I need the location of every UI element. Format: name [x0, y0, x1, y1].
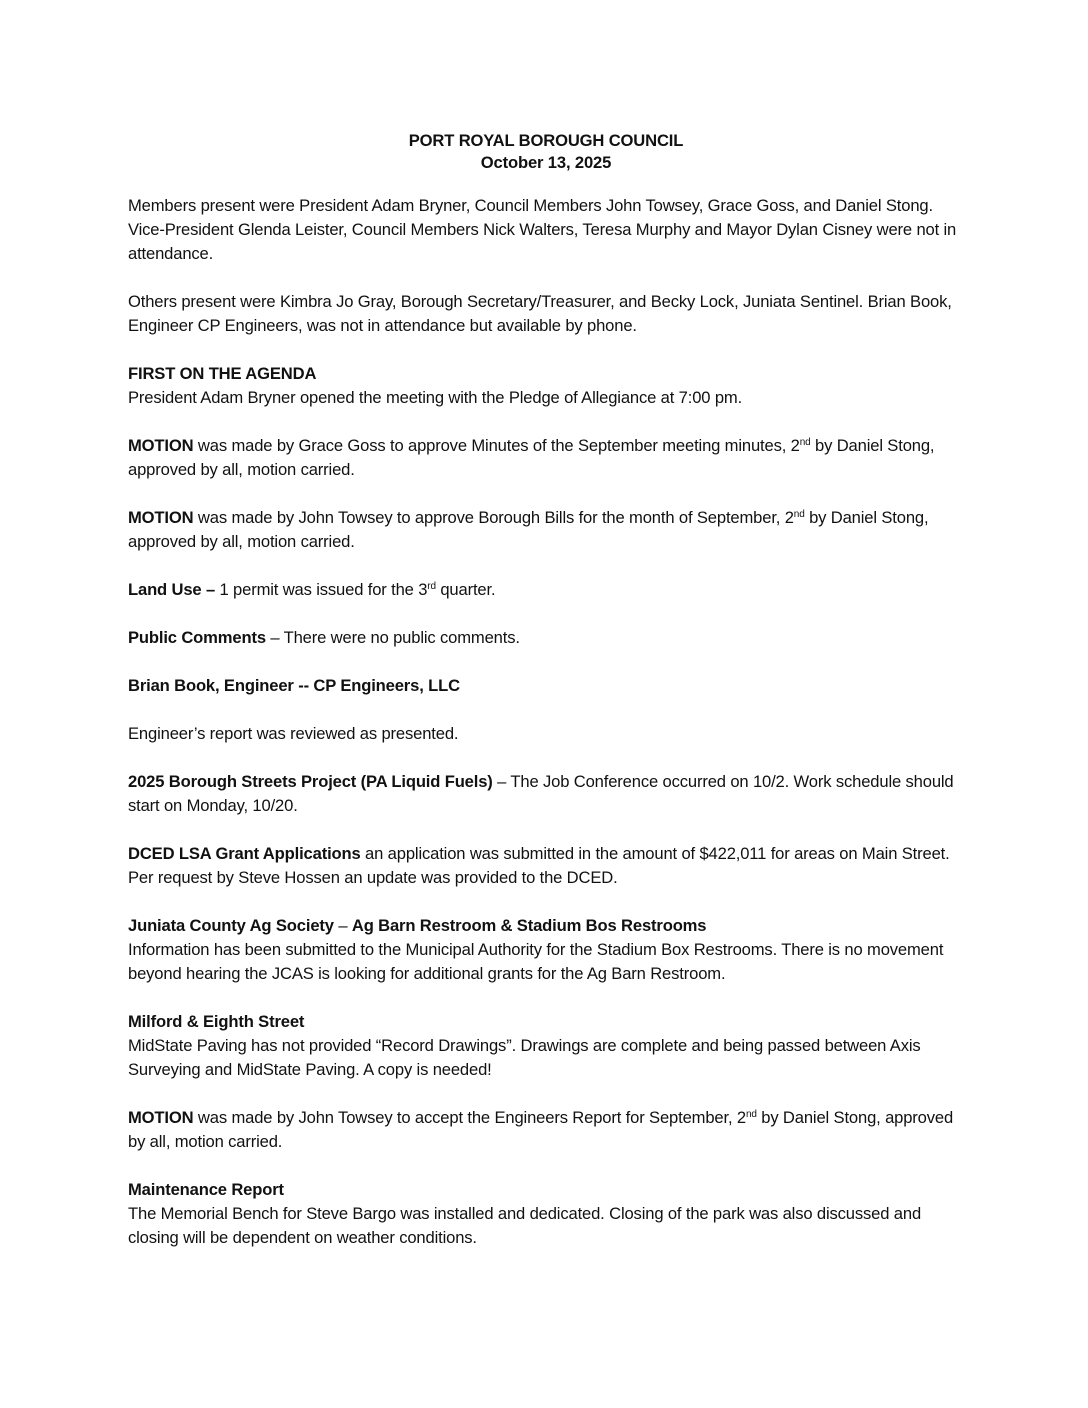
first-agenda-heading: FIRST ON THE AGENDA — [128, 364, 317, 383]
land-use-text: 1 permit was issued for the 3 — [215, 580, 428, 599]
motion-text: by Daniel Stong, approved by all, motion carried. — [128, 436, 935, 479]
ag-society-section — [128, 914, 964, 986]
motion-text: by Daniel Stong, approved by all, motion carried. — [128, 1108, 954, 1151]
ag-society-heading — [128, 914, 964, 938]
others-present-paragraph: Others present were Kimbra Jo Gray, Borough Secretary/Treasurer, and Becky Lock, Juniata Sentinel. Brian Book, Engineer CP Engineers, was not in attendance but available by phone. — [128, 292, 952, 335]
dced-grant-paragraph — [128, 842, 964, 890]
streets-project-label: 2025 Borough Streets Project (PA Liquid Fuels) — [128, 772, 493, 791]
ordinal-suffix: nd — [793, 509, 805, 520]
dced-grant-label: DCED LSA Grant Applications — [128, 844, 361, 863]
engineer-heading: Brian Book, Engineer -- CP Engineers, LLC — [128, 676, 460, 695]
milford-text: MidState Paving has not provided “Record Drawings”. Drawings are complete and being passed between Axis Surveying and MidState Paving. A copy is needed! — [128, 1036, 921, 1079]
ordinal-suffix: rd — [427, 581, 436, 592]
motion-text: was made by Grace Goss to approve Minutes of the September meeting minutes, 2 — [193, 436, 800, 455]
milford-section — [128, 1010, 964, 1082]
engineer-heading-paragraph — [128, 674, 964, 698]
ag-barn-label: Ag Barn Restroom & Stadium Bos Restrooms — [351, 916, 707, 935]
engineer-report-paragraph: Engineer’s report was reviewed as presented. — [128, 724, 459, 743]
motion-text: was made by John Towsey to accept the Engineers Report for September, 2 — [193, 1108, 746, 1127]
motion-bills-paragraph — [128, 506, 964, 554]
maintenance-section — [128, 1178, 964, 1250]
minutes-body — [128, 130, 964, 1250]
dced-grant-text: an application was submitted in the amount of $422,011 for areas on Main Street. Per request by Steve Hossen an update was provided to the DCED. — [128, 844, 950, 887]
public-comments-label: Public Comments — [128, 628, 266, 647]
motion-engineers-report-paragraph — [128, 1106, 964, 1154]
milford-heading: Milford & Eighth Street — [128, 1012, 305, 1031]
streets-project-text: – The Job Conference occurred on 10/2. Work schedule should start on Monday, 10/20. — [128, 772, 954, 815]
motion-text: by Daniel Stong, approved by all, motion carried. — [128, 508, 929, 551]
motion-label: MOTION — [128, 508, 194, 527]
motion-label: MOTION — [128, 436, 194, 455]
ordinal-suffix: nd — [799, 437, 811, 448]
members-present-paragraph: Members present were President Adam Bryner, Council Members John Towsey, Grace Goss, and Daniel Stong. Vice-President Glenda Leister, Council Members Nick Walters, Teresa Murphy and Mayor Dylan Cisney were not in attendance. — [128, 196, 957, 263]
motion-minutes-paragraph — [128, 434, 964, 482]
ag-society-text: Information has been submitted to the Municipal Authority for the Stadium Box Restrooms. There is no movement beyond hearing the JCAS is looking for additional grants for the Ag Barn Restroom. — [128, 940, 944, 983]
land-use-label: Land Use – — [128, 580, 216, 599]
document-heading — [128, 130, 964, 174]
ag-society-label: Juniata County Ag Society — [128, 916, 334, 935]
document-title: PORT ROYAL BOROUGH COUNCIL — [408, 131, 684, 150]
maintenance-text: The Memorial Bench for Steve Bargo was installed and dedicated. Closing of the park was also discussed and closing will be dependent on weather conditions. — [128, 1204, 922, 1247]
first-agenda-section — [128, 362, 964, 410]
meeting-date: October 13, 2025 — [480, 153, 612, 172]
ordinal-suffix: nd — [745, 1109, 757, 1120]
maintenance-heading: Maintenance Report — [128, 1180, 284, 1199]
public-comments-paragraph — [128, 626, 964, 650]
first-agenda-text: President Adam Bryner opened the meeting with the Pledge of Allegiance at 7:00 pm. — [128, 388, 743, 407]
land-use-paragraph — [128, 578, 964, 602]
ag-society-dash: – — [333, 916, 352, 935]
motion-text: was made by John Towsey to approve Borough Bills for the month of September, 2 — [193, 508, 794, 527]
public-comments-text: – There were no public comments. — [265, 628, 520, 647]
motion-label: MOTION — [128, 1108, 194, 1127]
streets-project-paragraph — [128, 770, 964, 818]
land-use-text: quarter. — [435, 580, 496, 599]
